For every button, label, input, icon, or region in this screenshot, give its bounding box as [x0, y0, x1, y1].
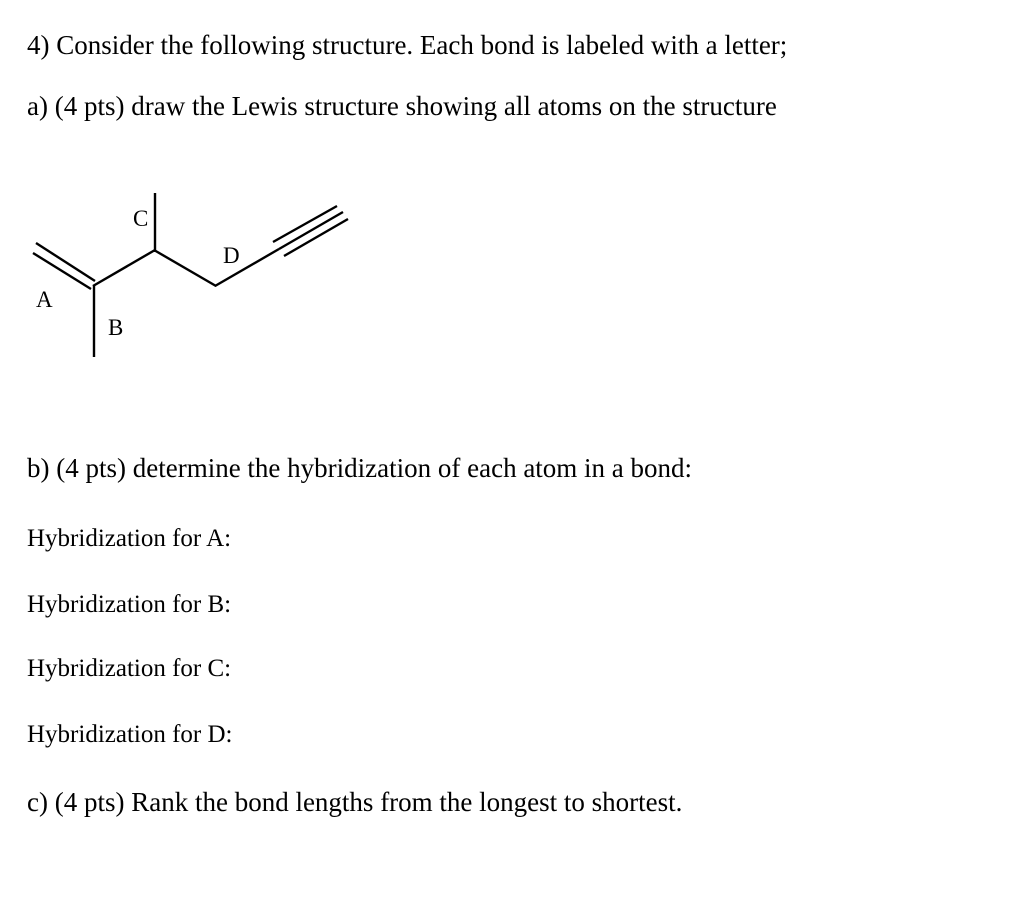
part-c-prompt: c) (4 pts) Rank the bond lengths from the longest to shortest. — [27, 787, 683, 817]
triple-bond-line-3 — [284, 219, 348, 256]
bond-d-line — [215, 249, 279, 286]
triple-bond-line-2 — [279, 212, 343, 249]
hybridization-label-b: Hybridization for B: — [27, 591, 232, 618]
question-heading: 4) Consider the following structure. Each bond is labeled with a letter; — [27, 30, 788, 60]
bond-label-c: C — [133, 206, 149, 231]
part-a-prompt: a) (4 pts) draw the Lewis structure showing all atoms on the structure — [27, 91, 777, 121]
hybridization-label-c: Hybridization for C: — [27, 655, 232, 682]
bond-a-line-2 — [36, 243, 95, 281]
bond-a-line-1 — [33, 253, 91, 289]
bond-label-b: B — [108, 315, 124, 340]
backbone-bond-1 — [93, 250, 155, 286]
hybridization-label-a: Hybridization for A: — [27, 525, 232, 552]
backbone-bond-2 — [154, 250, 216, 286]
hybridization-label-d: Hybridization for D: — [27, 721, 233, 748]
bond-label-d: D — [223, 243, 240, 268]
triple-bond-line-1 — [273, 206, 337, 242]
part-b-prompt: b) (4 pts) determine the hybridization of each atom in a bond: — [27, 453, 693, 483]
bond-label-a: A — [36, 287, 53, 312]
